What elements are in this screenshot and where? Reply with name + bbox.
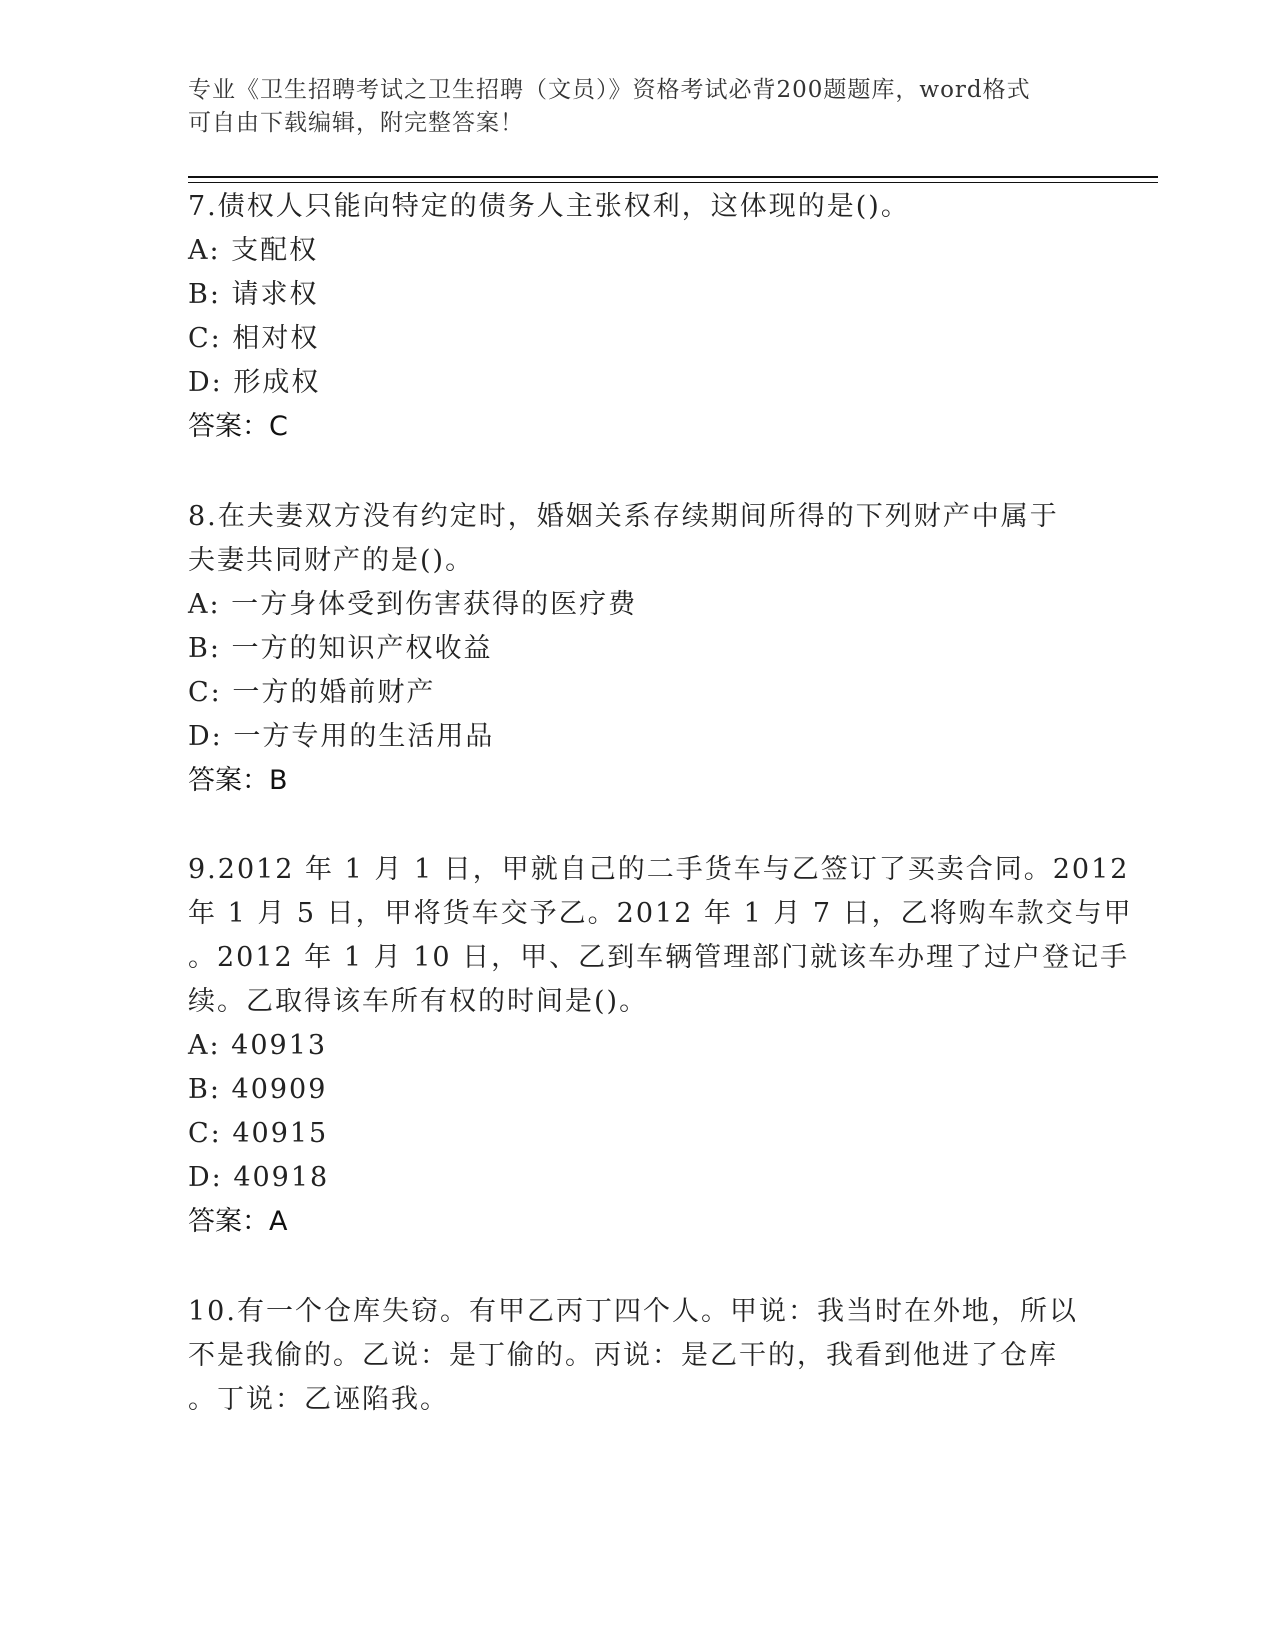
question-stem: 10.有一个仓库失窃。有甲乙丙丁四个人。甲说：我当时在外地，所以	[188, 1296, 1078, 1327]
question-stem: 7.债权人只能向特定的债务人主张权利，这体现的是()。	[188, 191, 910, 222]
option-d: D: 一方专用的生活用品	[188, 721, 495, 752]
option-b: B: 一方的知识产权收益	[188, 633, 493, 664]
option-c: C: 相对权	[188, 323, 320, 354]
option-a: A: 一方身体受到伤害获得的医疗费	[188, 589, 638, 620]
header-line-1: 专业《卫生招聘考试之卫生招聘（文员）》资格考试必背200题题库，word格式	[188, 77, 1031, 103]
question-stem: 续。乙取得该车所有权的时间是()。	[188, 986, 649, 1017]
header-divider-thin	[188, 182, 1158, 183]
header-line-2: 可自由下载编辑，附完整答案！	[188, 110, 524, 136]
option-a: A: 40913	[188, 1030, 328, 1061]
option-a: A: 支配权	[188, 235, 319, 266]
option-d: D: 形成权	[188, 367, 321, 398]
answer-label: 答案：C	[188, 411, 288, 442]
answer-label: 答案：B	[188, 765, 288, 796]
question-stem: 8.在夫妻双方没有约定时，婚姻关系存续期间所得的下列财产中属于	[188, 501, 1059, 532]
question-stem: 9.2012 年 1 月 1 日，甲就自己的二手货车与乙签订了买卖合同。2012	[188, 854, 1130, 885]
option-c: C: 一方的婚前财产	[188, 677, 436, 708]
option-c: C: 40915	[188, 1118, 329, 1149]
question-stem: 不是我偷的。乙说：是丁偷的。丙说：是乙干的，我看到他进了仓库	[188, 1340, 1058, 1371]
header-divider	[188, 176, 1158, 178]
option-d: D: 40918	[188, 1162, 330, 1193]
answer-label: 答案：A	[188, 1206, 288, 1237]
option-b: B: 请求权	[188, 279, 319, 310]
option-b: B: 40909	[188, 1074, 328, 1105]
question-stem: 。丁说：乙诬陷我。	[188, 1384, 449, 1415]
question-stem: 年 1 月 5 日，甲将货车交予乙。2012 年 1 月 7 日，乙将购车款交与甲	[188, 898, 1133, 929]
question-stem: 夫妻共同财产的是()。	[188, 545, 475, 576]
question-stem: 。2012 年 1 月 10 日，甲、乙到车辆管理部门就该车办理了过户登记手	[188, 942, 1130, 973]
header-title	[188, 74, 1078, 140]
